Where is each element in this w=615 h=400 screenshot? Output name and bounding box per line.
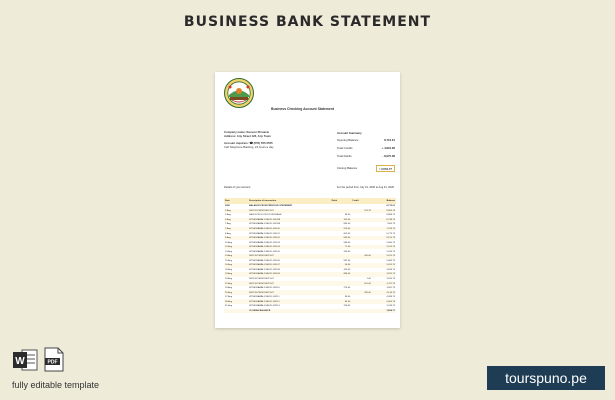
tx-debit: 834.00 — [343, 223, 351, 226]
tx-date: 18-Aug — [225, 268, 233, 271]
company-info — [224, 130, 273, 149]
tx-debit: 38.00 — [344, 296, 351, 299]
tx-credit: 201.00 — [351, 281, 372, 286]
tx-description: WITHDRAWAL/CHECK 001104 — [248, 245, 331, 250]
tx-balance: 5,259.73 — [386, 250, 395, 253]
tx-balance: 8,713.61 — [386, 205, 395, 208]
summary-value: 8,713.61 — [384, 138, 395, 142]
tx-balance: 3,916.73 — [386, 278, 395, 281]
statement-period: For the period from July 01, 2020 to Aug 31, 2020 — [336, 186, 394, 189]
tx-debit: 38.00 — [344, 214, 351, 217]
tx-debit: 276.00 — [343, 287, 351, 290]
page-title: BUSINESS BANK STATEMENT — [183, 14, 432, 30]
column-header: Description of transaction — [248, 198, 331, 204]
table-row — [224, 309, 396, 314]
tx-date: 13-Aug — [225, 250, 233, 253]
tx-description: DEPOSIT ATM DEPOSIT — [248, 290, 331, 295]
column-header: Credit — [351, 198, 372, 204]
account-summary — [337, 131, 395, 173]
summary-heading: Account Summary — [337, 131, 362, 135]
tx-description: CLOSING BALANCE — [248, 309, 331, 314]
tx-credit: 1.00 — [366, 278, 371, 281]
transactions-body — [224, 204, 396, 313]
tx-credit — [351, 309, 372, 314]
tx-description: WITHDRAWAL/CHECK 001105 — [249, 250, 280, 253]
tx-balance: 3,748.73 — [386, 305, 395, 308]
telephone-banking: Call Telephone Banking, 24 hours a day — [224, 145, 274, 149]
tx-description: WITHDRAWAL/CHECK 001113 — [249, 305, 280, 308]
tx-description: SALE FOR GOODS PURCHASE — [249, 214, 282, 217]
tx-balance: 3,841.73 — [386, 287, 395, 290]
tx-debit: 150.00 — [331, 218, 352, 223]
summary-label: Opening Balance — [337, 138, 359, 142]
tx-description: WITHDRAWAL/CHECK 001110 — [249, 287, 280, 290]
tx-date: 22-Aug — [224, 281, 248, 286]
statement-document — [215, 72, 400, 328]
tx-debit: 94.00 — [331, 299, 352, 304]
brand-badge[interactable]: tourspuno.pe — [487, 366, 605, 390]
summary-value: + 4,816.28 — [381, 146, 395, 150]
tx-date: 7-Aug — [224, 227, 248, 232]
tx-date: 3-Aug — [224, 218, 248, 223]
tx-description: WITHDRAWAL/CHECK 001103 — [249, 241, 280, 244]
summary-row-closing — [337, 165, 395, 173]
statement-title: Business Checking Account Statement — [271, 107, 334, 111]
tx-date: 19-Aug — [224, 272, 248, 277]
tx-date: 16-Aug — [224, 263, 248, 268]
tx-date: 7-Aug — [225, 223, 231, 226]
word-document-icon — [12, 349, 38, 371]
tx-date: 9-Aug — [224, 236, 248, 241]
tx-debit: 649.00 — [331, 236, 352, 241]
tx-balance: 5,675.73 — [372, 254, 396, 259]
tx-balance: 3,554.77 — [372, 309, 396, 314]
tx-description: DEPOSIT ATM DEPOSIT — [249, 278, 274, 281]
tx-date: 20-Aug — [225, 278, 233, 281]
tx-balance: 8,888.73 — [386, 214, 395, 217]
tx-balance: 8,738.73 — [372, 218, 396, 223]
tx-date: 31-Aug — [225, 305, 233, 308]
tx-description: WITHDRAWAL/CHECK 001112 — [248, 299, 331, 304]
summary-label: Closing Balance — [337, 166, 358, 170]
tx-description: WITHDRAWAL/CHECK 001102 — [248, 236, 331, 241]
summary-label: Total Debits — [337, 154, 352, 158]
tx-date: 27-Aug — [225, 296, 233, 299]
tx-credit: 416.00 — [351, 254, 372, 259]
tx-description: WITHDRAWAL/CHECK 001109 — [248, 272, 331, 277]
tx-debit: 605.00 — [343, 232, 351, 235]
tx-date: 2-Aug — [225, 214, 231, 217]
tx-balance: 5,515.73 — [372, 245, 396, 250]
tx-debit — [331, 309, 352, 314]
tx-balance: 5,025.73 — [372, 263, 396, 268]
editable-template-caption: fully editable template — [12, 380, 100, 390]
tx-description: WITHDRAWAL/CHECK 001111 — [249, 296, 280, 299]
tx-description: WITHDRAWAL/CHECK 001107 — [248, 263, 331, 268]
tx-balance: 6,124.73 — [372, 236, 396, 241]
tx-description: WITHDRAWAL/CHECK 001101 — [249, 232, 280, 235]
tx-balance: 5,586.73 — [386, 241, 395, 244]
summary-row-credits — [337, 145, 395, 153]
tx-date: 2-Aug — [224, 209, 248, 214]
tx-date: 15-Aug — [225, 259, 233, 262]
pdf-icon-label: PDF — [47, 359, 58, 366]
tx-description: WITHDRAWAL/CHECK 001100 — [248, 227, 331, 232]
tx-balance: 6,773.73 — [386, 232, 395, 235]
tx-description: DEPOSIT ATM DEPOSIT — [248, 209, 331, 214]
tx-date: 24-Aug — [225, 287, 233, 290]
tx-description: WITHDRAWAL/CHECK 001108 — [249, 268, 280, 271]
tx-credit: 295.00 — [351, 290, 372, 295]
tx-debit: 256.00 — [343, 250, 351, 253]
summary-value: = 3,554.77 — [376, 165, 395, 172]
details-label: Details of your account — [224, 186, 251, 189]
account-inquiries: Account inquiries: ☎ (555) 555-5555 — [224, 141, 273, 145]
tx-debit: 58.00 — [331, 263, 352, 268]
tx-description: WITHDRAWAL/CHECK 001099 — [249, 223, 281, 226]
company-address: Address: Any Street 123, Any Town — [224, 134, 271, 138]
tx-debit: 592.00 — [343, 259, 351, 262]
pdf-file-icon — [44, 347, 64, 372]
tx-date: 14-Aug — [224, 254, 248, 259]
summary-row-debits — [337, 153, 395, 161]
company-name: Company name: Kuzuon Pinnacle — [224, 130, 270, 134]
tx-date: 8-Aug — [225, 232, 231, 235]
word-icon-letter: W — [15, 356, 25, 367]
tx-date: 2020 — [225, 205, 230, 208]
tx-date: 25-Aug — [224, 290, 248, 295]
tx-debit: 684.00 — [331, 272, 352, 277]
tx-date — [224, 309, 248, 314]
tx-debit: 256.00 — [343, 305, 351, 308]
tx-description: DEPOSIT ATM DEPOSIT — [248, 254, 331, 259]
column-header: Debit — [331, 198, 352, 204]
tx-balance: 4,136.73 — [372, 290, 396, 295]
tx-description: DEPOSIT ATM DEPOSIT — [248, 281, 331, 286]
column-header: Date — [224, 198, 248, 204]
tx-balance: 4,117.73 — [372, 281, 396, 286]
tx-balance: 7,904.73 — [386, 223, 395, 226]
tx-debit: 538.00 — [343, 241, 351, 244]
tx-balance: 8,926.73 — [372, 209, 396, 214]
tx-description: WITHDRAWAL/CHECK 001106 — [249, 259, 280, 262]
tx-balance: 3,915.73 — [372, 272, 396, 277]
tx-balance: 5,083.73 — [386, 259, 395, 262]
tx-balance: 4,098.73 — [386, 296, 395, 299]
column-header: Balance — [372, 198, 396, 204]
tx-description: WITHDRAWAL/CHECK 001098 — [248, 218, 331, 223]
tx-credit: 213.12 — [351, 209, 372, 214]
summary-row-opening — [337, 137, 395, 145]
tx-balance: 4,599.73 — [386, 268, 395, 271]
tx-debit: 526.00 — [331, 227, 352, 232]
summary-label: Total Credits — [337, 146, 353, 150]
tx-balance: 4,004.73 — [372, 299, 396, 304]
bank-seal-logo — [224, 78, 254, 108]
tx-debit: 71.00 — [331, 245, 352, 250]
tx-description: BALANCE FROM PREVIOUS STATEMENT — [249, 205, 293, 208]
tx-balance: 7,378.73 — [372, 227, 396, 232]
summary-value: - 8,975.08 — [382, 154, 395, 158]
transactions-table — [224, 198, 396, 313]
tx-debit: 426.00 — [343, 268, 351, 271]
tx-date: 10-Aug — [225, 241, 233, 244]
tx-date: 28-Aug — [224, 299, 248, 304]
tx-date: 12-Aug — [224, 245, 248, 250]
